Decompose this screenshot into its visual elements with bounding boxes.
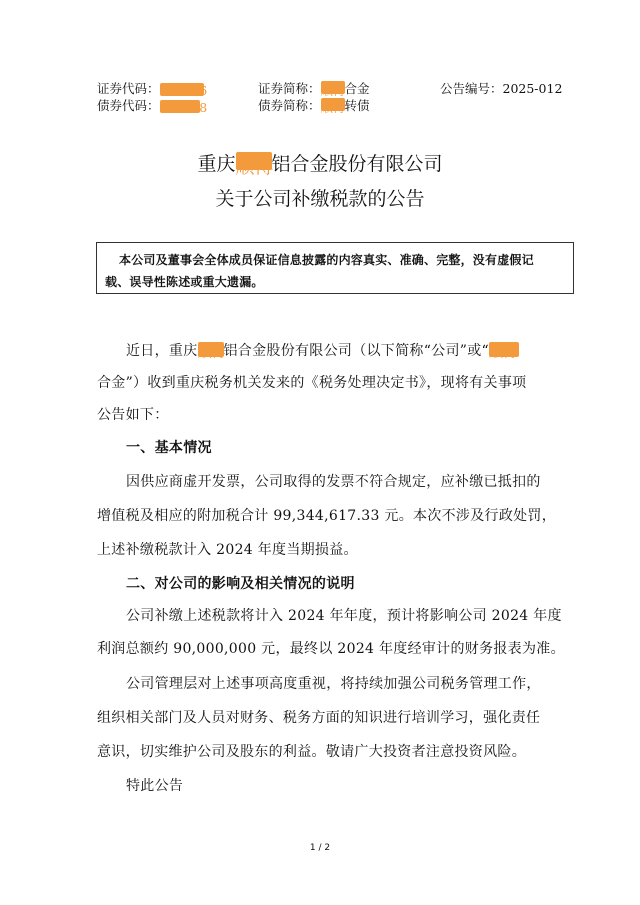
intro-text-b: 铝合金股份有限公司（以下简称“公司”或“ <box>223 343 489 359</box>
page-number: 1 / 2 <box>309 843 331 853</box>
section-1-line-1: 因供应商虚开发票，公司取得的发票不符合规定，应补缴已抵扣的 <box>126 474 541 490</box>
bond-code-line <box>97 96 208 115</box>
announcement-number: 公告编号：2025-012 <box>440 81 563 96</box>
stock-code-label: 证券代码： <box>97 81 160 96</box>
company-title <box>0 149 640 176</box>
intro-text-a: 近日，重庆 <box>126 343 198 359</box>
bond-name-suffix: 转债 <box>344 98 370 113</box>
bond-name-line <box>258 96 370 114</box>
intro-line-3: 公告如下： <box>97 407 169 423</box>
stock-code-redaction: 002996 <box>159 83 208 98</box>
announcement-title: 关于公司补缴税款的公告 <box>215 188 425 210</box>
intro-line-2: 合金”）收到重庆税务机关发来的《税务处理决定书》，现将有关事项 <box>97 375 527 391</box>
section-2-p2-line-3: 意识，切实维护公司及股东的利益。敬请广大投资者注意投资风险。 <box>97 744 526 760</box>
company-title-suffix: 铝合金股份有限公司 <box>271 153 443 175</box>
section-1-line-3: 上述补缴税款计入 2024 年度当期损益。 <box>97 542 358 558</box>
bond-code-label: 债券代码： <box>97 98 160 113</box>
bond-name-label: 债券简称： <box>258 98 321 113</box>
intro-redaction-2: 顺博 <box>489 342 519 357</box>
section-2-p2-line-1: 公司管理层对上述事项高度重视，将持续加强公司税务管理工作， <box>126 676 541 692</box>
bond-name-redaction: 顺博 <box>320 100 346 115</box>
stock-name-line <box>258 79 370 97</box>
closing-text: 特此公告 <box>126 778 184 794</box>
disclaimer-line-2: 载、误导性陈述或重大遗漏。 <box>105 275 264 289</box>
company-title-prefix: 重庆 <box>197 153 236 175</box>
disclaimer-box <box>96 242 574 294</box>
section-2-p2-line-2: 组织相关部门及人员对财务、税务方面的知识进行培训学习，强化责任 <box>97 710 541 726</box>
stock-code-line <box>97 79 208 98</box>
stock-name-suffix: 合金 <box>344 81 370 96</box>
intro-line-1 <box>126 340 519 360</box>
bond-code-redaction: 127068 <box>159 100 208 115</box>
section-2-p1-line-1: 公司补缴上述税款将计入 2024 年年度，预计将影响公司 2024 年度 <box>126 608 562 624</box>
disclaimer-line-1: 本公司及董事会全体成员保证信息披露的内容真实、准确、完整，没有虚假记 <box>119 253 534 267</box>
section-1-line-2: 增值税及相应的附加税合计 99,344,617.33 元。本次不涉及行政处罚， <box>97 508 557 524</box>
section-2-p1-line-2: 利润总额约 90,000,000 元，最终以 2024 年度经审计的财务报表为准。 <box>97 641 565 657</box>
stock-name-redaction: 顺博 <box>320 83 346 98</box>
section-1-heading: 一、基本情况 <box>126 440 212 456</box>
company-title-redaction: 顺博 <box>236 152 272 170</box>
intro-redaction-1: 顺博 <box>198 342 224 357</box>
section-2-heading: 二、对公司的影响及相关情况的说明 <box>126 576 355 592</box>
stock-name-label: 证券简称： <box>258 81 321 96</box>
